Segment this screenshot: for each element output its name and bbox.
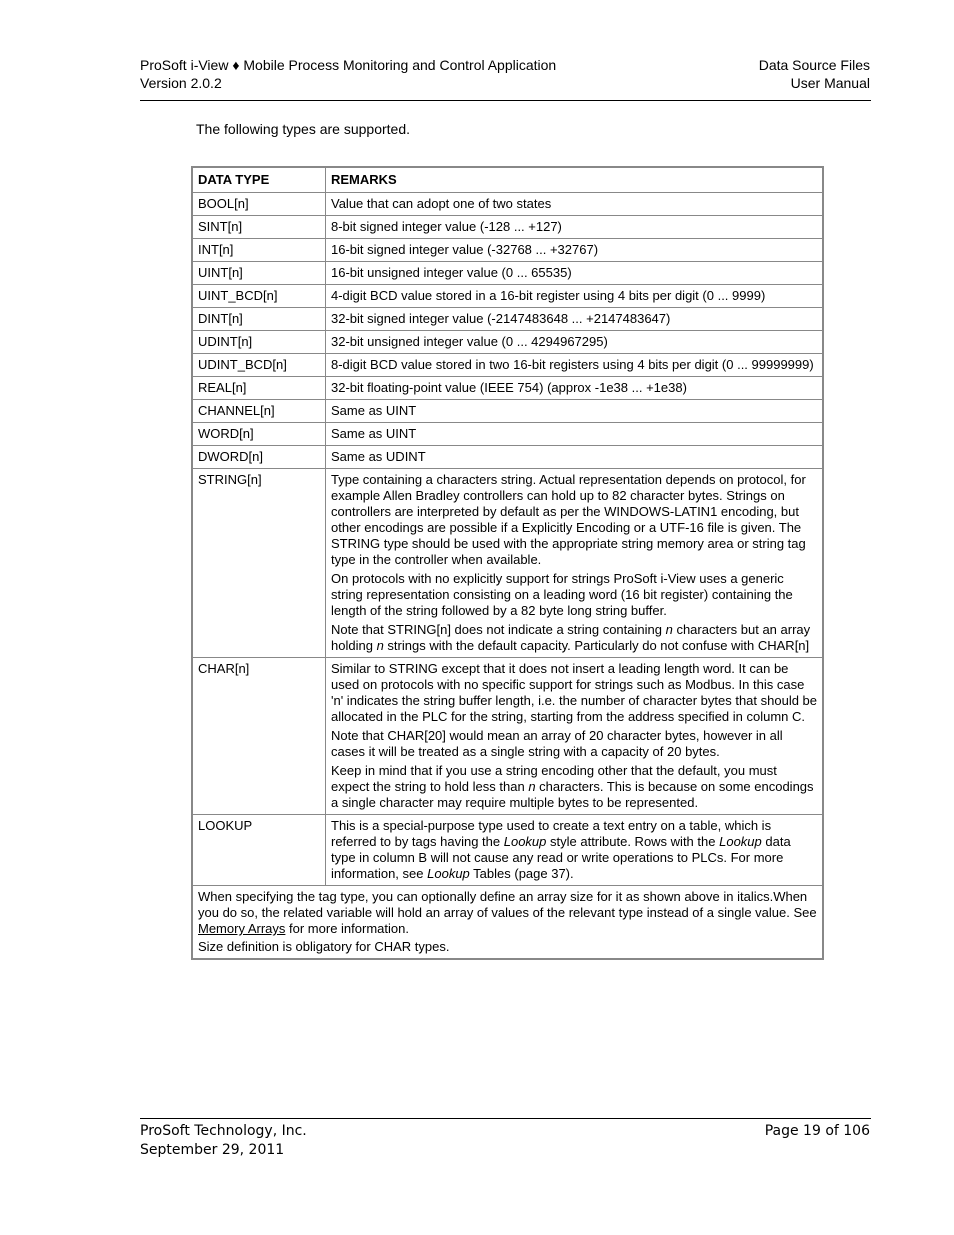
remarks-cell	[326, 216, 824, 239]
remarks-paragraph: Same as UINT	[331, 403, 417, 418]
remarks-cell	[326, 469, 824, 658]
table-row	[192, 239, 823, 262]
remarks-cell	[326, 262, 824, 285]
remarks-paragraph: On protocols with no explicitly support for strings ProSoft i-View uses a generic string representation consisting on a leading word (16 bit register) containing the length of the string followed by a 82 byte long string buffer.	[331, 571, 793, 618]
header-left	[140, 56, 556, 92]
remarks-paragraph: This is a special-purpose type used to create a text entry on a table, which is referred to by tags having the Lookup style attribute. Rows with the Lookup data type in column B will not cause any read or write operations to PLCs. For more information, see Lookup Tables (page 37).	[331, 818, 791, 881]
note-text-end: for more information.	[285, 921, 409, 936]
table-row	[192, 354, 823, 377]
data-type-cell: REAL[n]	[192, 377, 326, 400]
column-header-remarks: REMARKS	[326, 167, 824, 193]
company-name: ProSoft Technology, Inc.	[140, 1123, 307, 1139]
data-type-cell: BOOL[n]	[192, 193, 326, 216]
remarks-paragraph: Same as UINT	[331, 426, 417, 441]
remarks-paragraph: 32-bit floating-point value (IEEE 754) (approx -1e38 ... +1e38)	[331, 380, 687, 395]
remarks-paragraph: 32-bit signed integer value (-2147483648 ... +2147483647)	[331, 311, 671, 326]
remarks-cell	[326, 354, 824, 377]
remarks-paragraph: 8-digit BCD value stored in two 16-bit registers using 4 bits per digit (0 ... 99999999)	[331, 357, 814, 372]
remarks-cell	[326, 239, 824, 262]
remarks-cell	[326, 285, 824, 308]
document-version: Version 2.0.2	[140, 75, 222, 91]
document-title: ProSoft i-View ♦ Mobile Process Monitoring and Control Application	[140, 57, 557, 73]
remarks-paragraph: Keep in mind that if you use a string encoding other that the default, you must expect the string to hold less than n characters. This is because on some encodings a single character may require multiple bytes to be represented.	[331, 763, 814, 810]
remarks-paragraph: 4-digit BCD value stored in a 16-bit register using 4 bits per digit (0 ... 9999)	[331, 288, 766, 303]
remarks-paragraph: 8-bit signed integer value (-128 ... +127)	[331, 219, 562, 234]
table-row	[192, 377, 823, 400]
data-type-cell: DINT[n]	[192, 308, 326, 331]
note-paragraph	[198, 889, 817, 937]
remarks-cell	[326, 400, 824, 423]
note-size-definition: Size definition is obligatory for CHAR types.	[198, 939, 450, 954]
data-type-cell: CHANNEL[n]	[192, 400, 326, 423]
table-row	[192, 308, 823, 331]
remarks-paragraph: Same as UDINT	[331, 449, 426, 464]
table-row	[192, 400, 823, 423]
table-row	[192, 423, 823, 446]
table-note-row	[192, 886, 823, 960]
remarks-cell	[326, 423, 824, 446]
table-row	[192, 331, 823, 354]
table-note-cell	[192, 886, 823, 960]
data-type-cell: UINT_BCD[n]	[192, 285, 326, 308]
remarks-cell	[326, 331, 824, 354]
table-row	[192, 815, 823, 886]
table-header-row	[192, 167, 823, 193]
data-types-table	[191, 166, 824, 960]
header-right	[759, 56, 870, 92]
remarks-paragraph: 32-bit unsigned integer value (0 ... 4294967295)	[331, 334, 608, 349]
remarks-paragraph: Similar to STRING except that it does not insert a leading length word. It can be used on protocols with no specific support for strings such as Modbus. In this case 'n' indicates the string buffer length, i.e. the number of character bytes that should be allocated in the PLC for the string, starting from the address specified in column C.	[331, 661, 818, 724]
table-row	[192, 469, 823, 658]
remarks-paragraph: 16-bit signed integer value (-32768 ... +32767)	[331, 242, 599, 257]
header-divider	[140, 100, 871, 101]
table-row	[192, 216, 823, 239]
remarks-cell	[326, 815, 824, 886]
remarks-paragraph: Note that STRING[n] does not indicate a string containing n characters but an array holding n strings with the default capacity. Particularly do not confuse with CHAR[n]	[331, 622, 811, 653]
page-number: Page 19 of 106	[764, 1123, 870, 1139]
table-row	[192, 262, 823, 285]
publication-date: September 29, 2011	[140, 1142, 285, 1158]
column-header-data-type: DATA TYPE	[192, 167, 326, 193]
data-type-cell: WORD[n]	[192, 423, 326, 446]
data-type-cell: UINT[n]	[192, 262, 326, 285]
data-type-cell: LOOKUP	[192, 815, 326, 886]
note-text: When specifying the tag type, you can optionally define an array size for it as shown above in italics.When you do so, the related variable will hold an array of values of the relevant type instead of a single value. See	[198, 889, 817, 920]
remarks-paragraph: Value that can adopt one of two states	[331, 196, 552, 211]
data-type-cell: UDINT_BCD[n]	[192, 354, 326, 377]
remarks-cell	[326, 658, 824, 815]
data-type-cell: STRING[n]	[192, 469, 326, 658]
data-type-cell: CHAR[n]	[192, 658, 326, 815]
remarks-cell	[326, 193, 824, 216]
data-type-cell: UDINT[n]	[192, 331, 326, 354]
remarks-paragraph: Type containing a characters string. Actual representation depends on protocol, for example Allen Bradley controllers can hold up to 82 character bytes. Strings on controllers are interpreted by default as per the WINDOWS-LATIN1 encoding, but other encodings are possible if a Explicitly Encoding or a UTF-16 file is given. The STRING type should be used with the appropriate string memory area or string tag type in the controller when available.	[331, 472, 806, 567]
section-title: Data Source Files	[758, 57, 870, 73]
footer-left	[140, 1122, 307, 1160]
table-row	[192, 193, 823, 216]
data-type-cell: INT[n]	[192, 239, 326, 262]
intro-text: The following types are supported.	[196, 121, 411, 137]
remarks-paragraph: Note that CHAR[20] would mean an array of 20 character bytes, however in all cases it will be treated as a single string with a capacity of 20 bytes.	[331, 728, 783, 759]
memory-arrays-link[interactable]: Memory Arrays	[198, 921, 286, 936]
data-type-cell: DWORD[n]	[192, 446, 326, 469]
remarks-cell	[326, 377, 824, 400]
remarks-paragraph: 16-bit unsigned integer value (0 ... 65535)	[331, 265, 572, 280]
table-row	[192, 658, 823, 815]
table-row	[192, 285, 823, 308]
document-type: User Manual	[790, 75, 870, 91]
data-type-cell: SINT[n]	[192, 216, 326, 239]
footer-divider	[140, 1118, 871, 1119]
table-row	[192, 446, 823, 469]
remarks-cell	[326, 446, 824, 469]
remarks-cell	[326, 308, 824, 331]
